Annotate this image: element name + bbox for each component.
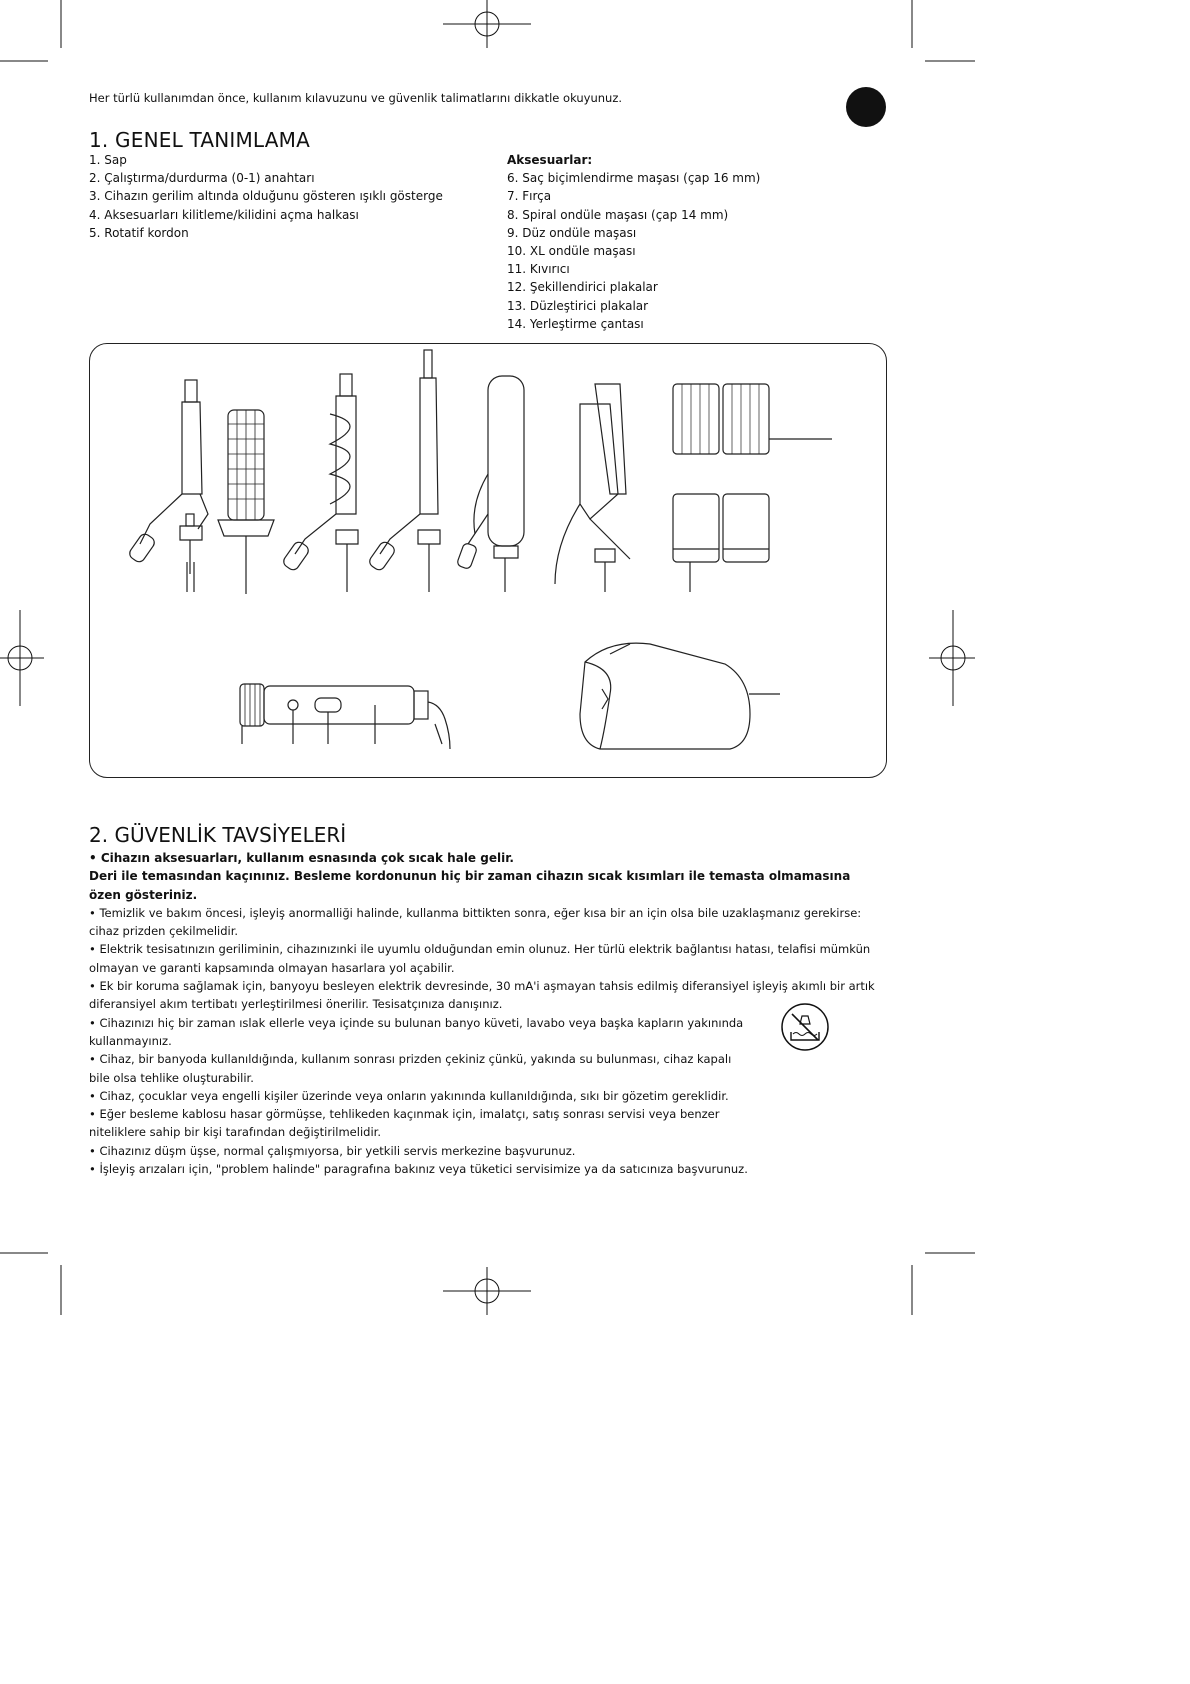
product-illustration	[89, 343, 887, 778]
safety-bold-line: • Cihazın aksesuarları, kullanım esnasında çok sıcak hale gelir.	[89, 851, 514, 865]
section2-title: 2. GÜVENLİK TAVSİYELERİ	[89, 823, 347, 847]
xl-tong-illustration	[456, 376, 524, 592]
safety-paragraph: • İşleyiş arızaları için, "problem halinde" paragrafına bakınız veya tüketici servisimize ya da satıcınıza başvurunuz.	[89, 1162, 748, 1177]
list-item: 7. Fırça	[507, 189, 552, 204]
safety-paragraph: • Cihazınız düşm üşse, normal çalışmıyorsa, bir yetkili servis merkezine başvurunuz.	[89, 1143, 576, 1158]
list-item: 8. Spiral ondüle maşası (çap 14 mm)	[507, 207, 729, 222]
list-item: 13. Düzleştirici plakalar	[507, 298, 649, 313]
list-item: 11. Kıvırıcı	[507, 262, 570, 277]
no-water-warning-icon	[780, 1002, 830, 1052]
safety-paragraph: • Cihaz, çocuklar veya engelli kişiler üzerinde veya onların yakınında kullanıldığında, sıkı bir gözetim gereklidir.	[89, 1088, 729, 1103]
styling-tong-illustration	[127, 380, 208, 592]
shaping-plates-illustration	[673, 384, 832, 454]
intro-text: Her türlü kullanımdan önce, kullanım kılavuzunu ve güvenlik talimatlarını dikkatle okuyunuz.	[89, 91, 623, 105]
list-item: 2. Çalıştırma/durdurma (0-1) anahtarı	[89, 171, 315, 186]
straightening-plates-illustration	[673, 494, 769, 592]
list-item: 3. Cihazın gerilim altında olduğunu gösteren ışıklı gösterge	[89, 189, 443, 204]
safety-text	[89, 849, 879, 1178]
safety-paragraph: • Eğer besleme kablosu hasar görmüşse, tehlikeden kaçınmak için, imalatçı, satış sonrası servisi veya benzer	[89, 1107, 720, 1122]
list-item: 1. Sap	[89, 153, 127, 167]
safety-paragraph: • Ek bir koruma sağlamak için, banyoyu besleyen elektrik devresinde, 30 mA'i aşmayan tahsis edilmiş diferansiyel işleyiş akımlı bir artık diferansiyel akım tertibatı yerleştirilmesi önerilir. Tesisatçınıza danışınız.	[89, 979, 875, 1012]
storage-bag-illustration	[580, 643, 780, 749]
list-item: 4. Aksesuarları kilitleme/kilidini açma halkası	[89, 207, 359, 222]
crimper-illustration	[555, 384, 630, 592]
accessories-title: Aksesuarlar:	[507, 153, 593, 167]
safety-paragraph: kullanmayınız.	[89, 1033, 172, 1048]
safety-paragraph: • Cihaz, bir banyoda kullanıldığında, kullanım sonrası prizden çekiniz çünkü, yakında su bulunması, cihaz kapalı	[89, 1052, 732, 1067]
list-item: 14. Yerleştirme çantası	[507, 316, 644, 331]
safety-paragraph: • Cihazınızı hiç bir zaman ıslak ellerle veya içinde su bulunan banyo küveti, lavabo veya başka kapların yakınında	[89, 1015, 744, 1030]
safety-paragraph: • Temizlik ve bakım öncesi, işleyiş anormalliği halinde, kullanma bittikten sonra, eğer kısa bir an için olsa bile uzaklaşmanız gerekirse: cihaz prizden çekilmelidir.	[89, 905, 862, 939]
straight-tong-illustration	[367, 350, 440, 592]
safety-paragraph: bile olsa tehlike oluşturabilir.	[89, 1070, 254, 1085]
list-item: 12. Şekillendirici plakalar	[507, 280, 658, 295]
list-item: 5. Rotatif kordon	[89, 225, 189, 240]
safety-paragraph: • Elektrik tesisatınızın geriliminin, cihazınızınki ile uyumlu olduğundan emin olunuz. Her türlü elektrik bağlantısı hatası, telafisi mümkün olmayan ve garanti kapsamında olmayan hasarlara yol açabilir.	[89, 942, 871, 975]
spiral-tong-illustration	[281, 374, 358, 592]
safety-bold-line: Deri ile temasından kaçınınız. Besleme kordonunun hiç bir zaman cihazın sıcak kısımları ile temasta olmamasına özen gösteriniz.	[89, 869, 851, 902]
handle-illustration	[240, 684, 450, 749]
list-item: 10. XL ondüle maşası	[507, 244, 636, 259]
section1-title: 1. GENEL TANIMLAMA	[89, 128, 310, 152]
accessories-list	[507, 151, 760, 333]
list-item: 6. Saç biçimlendirme maşası (çap 16 mm)	[507, 171, 761, 186]
round-brush-illustration	[218, 410, 274, 594]
list-item: 9. Düz ondüle maşası	[507, 225, 637, 240]
parts-list	[89, 151, 443, 242]
language-marker-dot	[846, 87, 886, 127]
safety-paragraph: niteliklere sahip bir kişi tarafından değiştirilmelidir.	[89, 1125, 381, 1140]
